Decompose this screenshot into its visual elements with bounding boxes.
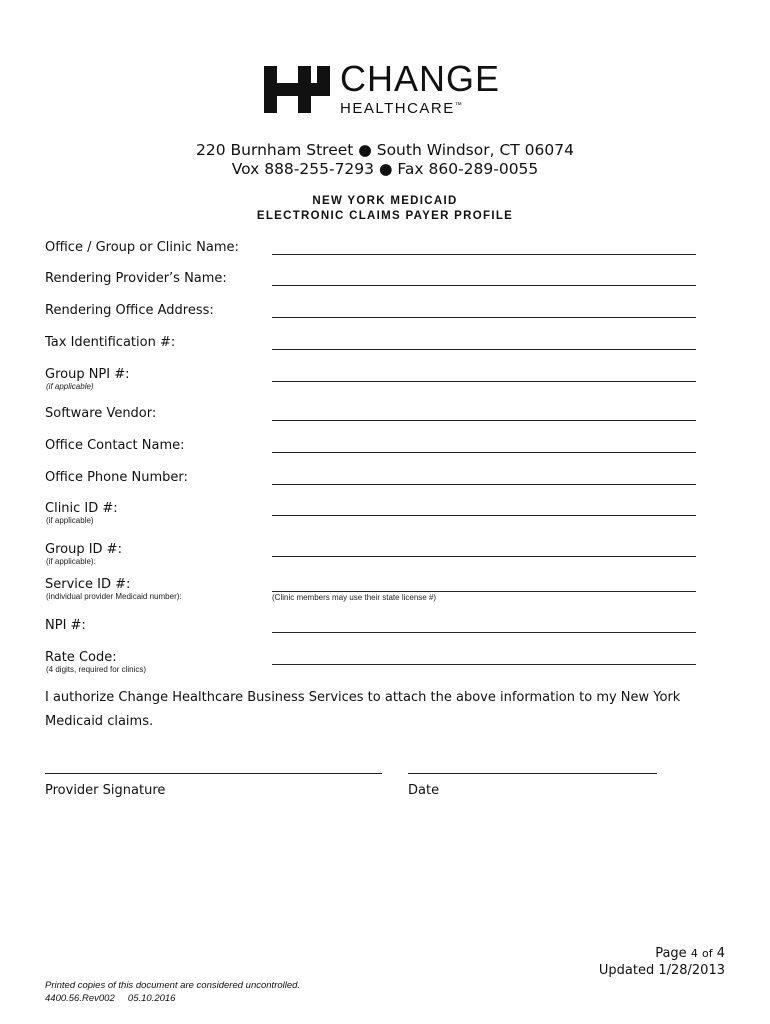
page-number: Page 4 of 4 (655, 946, 725, 961)
field-label: Rate Code: (45, 650, 117, 665)
field-label: Service ID #: (45, 577, 131, 592)
provider-signature-label: Provider Signature (45, 783, 166, 798)
footer-disclaimer: Printed copies of this document are considered uncontrolled. (45, 980, 301, 991)
field-label: Software Vendor: (45, 406, 157, 421)
field-label: Group NPI #: (45, 367, 130, 382)
field-label: Office Contact Name: (45, 438, 185, 453)
form-subtitle: ELECTRONIC CLAIMS PAYER PROFILE (256, 210, 514, 222)
provider-signature-line[interactable] (45, 773, 382, 774)
field-label: Rendering Office Address: (45, 303, 214, 318)
authorization-statement: I authorize Change Healthcare Business Services to attach the above information to my New York Medicaid claims. (45, 690, 681, 729)
field-sublabel: (4 digits, required for clinics) (46, 665, 147, 674)
field-label: NPI #: (45, 618, 86, 633)
field-label: Group ID #: (45, 542, 122, 557)
field-input-line[interactable] (272, 664, 696, 665)
field-label: Tax Identification #: (45, 335, 176, 350)
field-input-line[interactable] (272, 556, 696, 557)
field-input-line[interactable] (272, 591, 696, 592)
phone-fax-line: Vox 888-255-7293 ● Fax 860-289-0055 (231, 160, 539, 178)
logo-healthcare-text: HEALTHCARE™ (340, 100, 462, 117)
field-input-line[interactable] (272, 452, 696, 453)
field-sublabel: (if applicable) (46, 382, 94, 391)
logo-wordmark (340, 60, 500, 117)
field-input-line[interactable] (272, 420, 696, 421)
field-line-note: (Clinic members may use their state license #) (272, 593, 437, 602)
logo-change-text: CHANGE (340, 58, 501, 99)
field-input-line[interactable] (272, 317, 696, 318)
field-label: Clinic ID #: (45, 501, 118, 516)
form-title: NEW YORK MEDICAID (312, 195, 458, 207)
field-input-line[interactable] (272, 254, 696, 255)
field-input-line[interactable] (272, 632, 696, 633)
field-input-line[interactable] (272, 285, 696, 286)
footer-revision: 4400.56.Rev002 05.10.2016 (45, 993, 176, 1004)
date-line[interactable] (408, 773, 657, 774)
field-sublabel: (if applicable) (46, 516, 94, 525)
field-label: Office Phone Number: (45, 470, 188, 485)
field-label: Rendering Provider’s Name: (45, 271, 227, 286)
field-label: Office / Group or Clinic Name: (45, 240, 239, 255)
field-input-line[interactable] (272, 515, 696, 516)
address-line: 220 Burnham Street ● South Windsor, CT 06074 (196, 141, 574, 159)
date-label: Date (408, 783, 440, 798)
field-input-line[interactable] (272, 381, 696, 382)
field-sublabel: (if applicable): (46, 557, 96, 566)
field-input-line[interactable] (272, 484, 696, 485)
field-input-line[interactable] (272, 349, 696, 350)
change-healthcare-logo-mark (264, 66, 330, 113)
updated-date: Updated 1/28/2013 (598, 963, 725, 978)
field-sublabel: (individual provider Medicaid number): (46, 592, 182, 601)
